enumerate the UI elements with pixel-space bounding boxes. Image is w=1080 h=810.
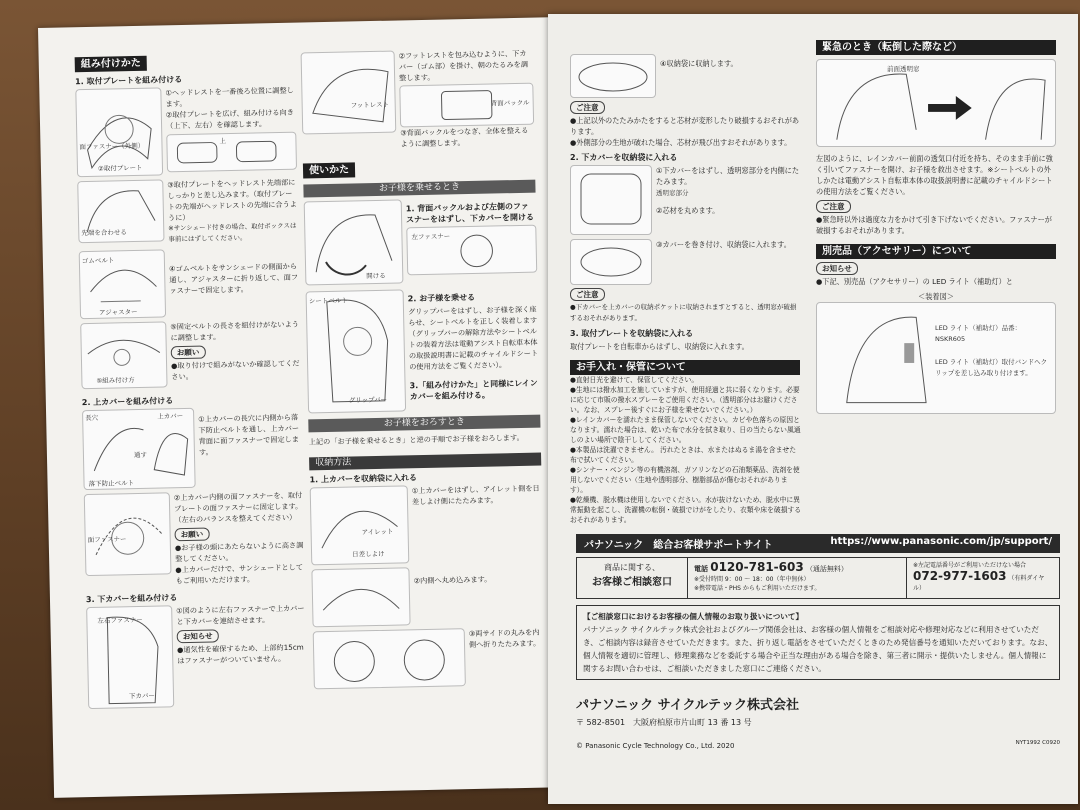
step1-e: ⑤固定ベルトの長さを組付けがないように調整します。 — [170, 319, 299, 343]
footrest-label: フットレスト — [350, 100, 390, 110]
accessory-heading: 別売品（アクセサリー）について — [816, 244, 1056, 259]
privacy-box — [576, 605, 1060, 680]
tel-cell — [688, 558, 907, 598]
lr-fastener-label: 左右ファスナー — [97, 615, 143, 625]
window-label: 透明窓部分 — [656, 189, 689, 197]
onegai-badge: お願い — [171, 346, 206, 360]
back-buckle-figure — [399, 83, 534, 128]
chui-b: ●下カバーを上カバーの収納ポケットに収納されますとすると、透明窓が破損するおそれがあります。 — [570, 303, 797, 322]
step2-a: ①上カバーの長穴に内側から落下防止ベルトを通し、上カバー背面に面ファスナーで固定します。 — [198, 412, 300, 457]
care-item: ●本製品は洗濯できません。 汚れたときは、水またはぬるま湯を含ませた布で拭いてください。 — [570, 446, 796, 464]
fastener-label: 面ファスナー — [87, 535, 127, 545]
copyright: © Panasonic Cycle Technology Co., Ltd. 2020 — [576, 742, 735, 750]
care-item: ●シンナー・ベンジン等の有機溶剤、ガソリンなどの石油類薬品、洗剤を使用しないでください（生地や透明部分、樹脂部品が傷むおそれがあります）。 — [570, 466, 800, 494]
chui-badge-e: ご注意 — [816, 200, 851, 213]
manual-right-page — [548, 14, 1078, 804]
usage-down: 上記の「お子様を乗せるとき」と逆の手順でお子様をおろします。 — [308, 432, 524, 447]
emergency-column — [816, 40, 1056, 414]
headrest-figure — [77, 179, 164, 243]
pass-label: 通す — [133, 450, 148, 460]
lower-fold-figure — [570, 165, 652, 235]
mounting-label: ＜装着図＞ — [918, 292, 954, 301]
step3-a: ①図のように左右ファスナーで上カバーと下カバーを連結させます。 — [176, 603, 305, 627]
emergency-heading: 緊急のとき（転倒した際など） — [816, 40, 1056, 55]
open-cover-figure — [304, 199, 404, 285]
emergency-text: 左図のように、レインカバー前面の透気口付近を持ち、そのまま手前に強く引いてファスナーを開け、お子様を救出させます。※シートベルトの外しかたは電動アシスト自転車本体の取扱説明書に記載のチャイルドシートの使用方法をご覧ください。 — [816, 154, 1053, 196]
care-item: ●生地には撥水加工を施していますが、使用経過と共に弱くなります。必要に応じて市販の撥水スプレーをご使用ください。（透明部分はお避けください。なお、スプレー後すぐにお子様を乗せないでください。） — [570, 386, 800, 414]
storage3-title: 3. 取付プレートを収納袋に入れる — [570, 329, 694, 338]
step2-b: ②上カバー内側の面ファスナーを、取付プレートの面ファスナーに固定します。（左右のバランスを整えてください） — [173, 490, 303, 525]
alt-number[interactable]: 072-977-1603 — [913, 569, 1007, 583]
storage2-title: 2. 下カバーを収納袋に入れる — [570, 153, 678, 162]
storage1-b: ②内側へ丸め込みます。 — [413, 574, 492, 586]
fold-sides-figure — [313, 628, 466, 689]
led-label: LED ライト（補助灯）品番：NSKR605 — [935, 324, 1022, 343]
section-storage-heading: 収納方法 — [309, 453, 541, 471]
seat-child-figure — [306, 289, 407, 413]
led-mount-figure — [816, 302, 1056, 414]
step1-b: ②取付プレートを広げ、組み付ける向き（上下、左右）を確認します。 — [165, 107, 294, 131]
care-item: ●レインカバーを濡れたまま保管しないでください。カビや色落ちの原因となります。濡れた場合は、乾いた布で水分を拭き取り、日の当たらない風通しのよい場所で陰干ししてください。 — [570, 416, 801, 444]
support-title: パナソニック 総合お客様サポートサイト — [584, 540, 773, 551]
step1-title: 1. 取付プレートを組み付ける — [75, 74, 183, 87]
manual-left-page — [38, 17, 566, 798]
oshirase-badge: お知らせ — [177, 629, 219, 643]
drop-belt-label: 落下防止ベルト — [88, 479, 135, 489]
top-label: 上 — [219, 137, 226, 146]
assembly-column — [75, 53, 309, 709]
care-item: ●乾燥機、脱水機は使用しないでください。水が抜けないため、脱水中に異常振動を起こし、洗濯機の転倒・破損でけがをしたり、衣類や床を破損するおそれがあります。 — [570, 496, 802, 524]
plate-label: ②取付プレート — [97, 163, 143, 173]
company-name: パナソニック サイクルテック株式会社 — [576, 698, 800, 713]
storage1-c: ③両サイドの丸みを内側へ折りたたみます。 — [468, 627, 541, 650]
open-label: 開ける — [366, 271, 386, 281]
plate-orientation-figure — [166, 132, 297, 173]
section-usage-heading: 使いかた — [303, 162, 355, 178]
tel-hours: ※受付時間 9：00 ～ 18：00（年中無休） — [694, 576, 810, 583]
oshirase-text: ●通気性を確保するため、上部約15cmはファスナーがついていません。 — [176, 642, 304, 666]
left-fastener-label: 左ファスナー — [411, 232, 451, 242]
front-window-label: 前面透明窓 — [887, 65, 920, 73]
align-label: 先端を合わせる — [81, 228, 127, 238]
footrest-figure — [301, 51, 397, 135]
storage3-text: 取付プレートを自転車からはずし、収納袋に入れます。 — [570, 342, 749, 351]
step1-c: ③取付プレートをヘッドレスト先端部にしっかりと差し込みます。（取付プレートの先端がヘッドレストの先端に合うように） — [167, 177, 298, 223]
step1-note: ※サンシェード付きの場合、取付ボックスは事前にはずしてください。 — [168, 221, 297, 244]
onegai2-2: ●上カバーだけで、サンシェードとしてもご利用いただけます。 — [175, 562, 304, 586]
support-banner — [576, 534, 1060, 553]
usage-column — [301, 48, 546, 690]
document-number: NYT1992 C0920 — [1015, 740, 1060, 746]
care-item: ●直射日光を避けて、保管してください。 — [570, 376, 699, 384]
step2-title: 2. 上カバーを組み付ける — [81, 396, 174, 408]
seatbelt-label: シートベルト — [308, 296, 348, 306]
usage3-title: 3.「組み付けかた」と同様にレインカバーを組み付ける。 — [409, 378, 538, 402]
sunshade-label: 日差しよけ — [352, 549, 385, 559]
section-assembly-heading: 組み付けかた — [75, 56, 147, 73]
consult-cell — [577, 558, 688, 598]
storage2-b: ②芯材を丸めます。 — [656, 206, 720, 215]
usage-sub2: お子様をおろすとき — [308, 415, 540, 433]
care-list — [570, 375, 802, 525]
wrap-figure — [570, 239, 652, 285]
tel-free: （通話無料） — [805, 565, 848, 573]
rubber-belt-figure — [79, 249, 166, 319]
led-label2: LED ライト（補助灯）取付バンドへクリップを差し込み取り付けます。 — [935, 358, 1048, 377]
roll-inner-figure — [311, 567, 410, 627]
step1-a: ①ヘッドレストを一番後ろ位置に調整します。 — [165, 85, 294, 109]
chui-badge: ご注意 — [570, 101, 605, 114]
storage1-a: ①上カバーをはずし、アイレット側を日差しよけ側にたたみます。 — [411, 483, 540, 507]
usage1-title: 1. 背面バックルおよび左側のファスナーをはずし、下カバーを開ける — [405, 201, 535, 225]
storage2-c: ③カバーを巻き付け、収納袋に入れます。 — [656, 240, 791, 249]
step3-b: ②フットレストを包み込むように、下カバー（ゴム部）を掛け、朝のたるみを調整します。 — [398, 48, 529, 83]
privacy-text: パナソニック サイクルテック株式会社およびグループ関係会社は、お客様の個人情報をご相談対応や修理対応などに利用させていただき、ご相談内容は録音させていただきます。また、折り返し電話をさせていただくときのため発信番号を通知いただいております。なお、個人情報を適切に管理し、修理業務などを委託する場合や正当な理由がある場合を除き、第三者に開示・提供いたしません。個人情報に関するお問い合わせは、ご相談いただきました窓口にご連絡ください。 — [583, 625, 1053, 673]
left-fastener-figure — [406, 225, 537, 276]
consult-line1: 商品に関する、 — [604, 563, 660, 572]
usage2-title: 2. お子様を乗せる — [407, 292, 476, 304]
consult-line2: お客様ご相談窓口 — [592, 577, 672, 588]
storage1-d: ④収納袋に収納します。 — [660, 59, 738, 68]
belt-label: ⑤組み付け方 — [96, 376, 135, 385]
contact-box — [576, 557, 1060, 599]
bag-figure — [570, 54, 656, 98]
eyelet-label: アイレット — [361, 527, 394, 537]
acc-oshirase-badge: お知らせ — [816, 262, 858, 275]
onegai-text1: ●取り付けで組みがないか確認してください。 — [171, 358, 300, 382]
fastener-outer-label: 面ファスナー（外側） — [79, 141, 145, 152]
grip-label: グリップバー — [348, 395, 388, 405]
company-address: 〒 582-8501 大阪府柏原市片山町 13 番 13 号 — [576, 718, 752, 727]
care-heading: お手入れ・保管について — [570, 360, 800, 375]
onegai-badge-2: お願い — [175, 528, 210, 542]
chui-badge-2: ご注意 — [570, 288, 605, 301]
rubber-belt-label: ゴムベルト — [81, 256, 115, 266]
usage2-text: グリップバーをはずし、お子様を深く座らせ、シートベルトを正しく装着します（グリップバーの解除方法やシートベルトの装着方法は電動アシスト自転車本体の取扱説明書に記載のチャイルドシートの使用方法をご覧ください）。 — [407, 304, 539, 372]
lower-cover-figure — [86, 605, 174, 709]
emergency-figure — [816, 59, 1056, 147]
step3-title: 3. 下カバーを組み付ける — [85, 593, 178, 605]
onegai2-1: ●お子様の頭にあたらないように高さ調整してください。 — [174, 540, 304, 564]
step3-c: ③背面バックルをつなぎ、全体を整えるように調整します。 — [400, 125, 529, 149]
usage-sub1: お子様を乗せるとき — [303, 180, 535, 198]
storage1-title: 1. 上カバーを収納袋に入れる — [309, 473, 417, 485]
long-hole-label: 長穴 — [85, 413, 99, 423]
chui2: ●外側部分の生地が破れた場合、芯材が飛び出すおそれがあります。 — [570, 138, 792, 147]
step1-d: ④ゴムベルトをサンシェードの側面から通し、アジャスターに折り返して、面ファスナーで固定します。 — [168, 261, 299, 296]
chui-e1: ●緊急時以外は過度な力をかけて引き下げないでください。ファスナーが破損するおそれがあります。 — [816, 215, 1052, 235]
back-buckle-label: 背面バックル — [490, 98, 530, 108]
acc-text: ●下記、別売品（アクセサリー）の LED ライト（補助灯）と — [816, 277, 1013, 286]
storage-column — [570, 54, 802, 525]
upper-cover-label: 上カバー — [157, 412, 184, 421]
alt-label: ※左記電話番号がご利用いただけない場合 — [913, 562, 1027, 569]
lower-cover-label: 下カバー — [128, 691, 156, 701]
belt-length-figure — [80, 321, 167, 389]
chui1: ●上記以外のたたみかたをすると芯材が変形したり破損するおそれがあります。 — [570, 116, 800, 136]
tel-mobile: ※携帯電話・PHS からもご利用いただけます。 — [694, 585, 821, 592]
tel-label: 電話 — [694, 565, 708, 573]
storage2-a: ①下カバーをはずし、透明窓部分を内側にたたみます。 — [656, 166, 800, 186]
support-area — [576, 534, 1060, 750]
privacy-title: 【ご相談窓口におけるお客様の個人情報のお取り扱いについて】 — [583, 612, 804, 621]
inner-fastener-figure — [84, 492, 172, 576]
fold-upper-figure — [310, 485, 410, 565]
upper-cover-figure — [82, 408, 196, 490]
alt-cell — [907, 558, 1059, 598]
adjuster-label: アジャスター — [98, 307, 138, 317]
tel-number[interactable]: 0120-781-603 — [710, 560, 804, 574]
alt-paid: （有料ダイヤル） — [913, 575, 1045, 592]
support-url[interactable]: https://www.panasonic.com/jp/support/ — [830, 536, 1052, 547]
plate-figure — [75, 87, 163, 177]
